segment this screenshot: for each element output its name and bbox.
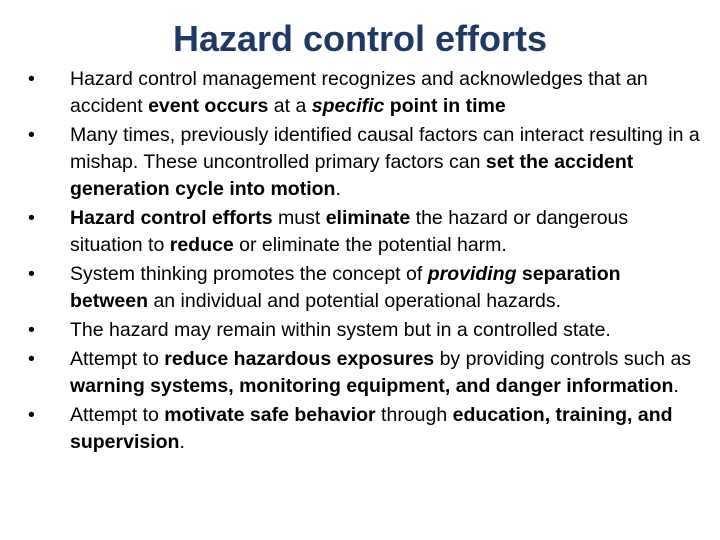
bullet-text-run: must bbox=[272, 207, 326, 229]
bullet-text-run: Hazard control efforts bbox=[70, 207, 273, 229]
bullet-text-run: Attempt to bbox=[70, 348, 165, 370]
bullet-item bbox=[28, 122, 700, 203]
bullet-text-run: education, training, and supervision bbox=[70, 404, 673, 453]
bullet-item bbox=[28, 346, 700, 400]
bullet-text-run: System thinking promotes the concept of bbox=[70, 263, 428, 285]
bullet-text-run: . bbox=[673, 375, 679, 397]
slide-title: Hazard control efforts bbox=[172, 18, 548, 59]
bullet-text-run: reduce bbox=[169, 234, 234, 256]
bullet-list bbox=[28, 66, 700, 458]
bullet-text-run: . bbox=[335, 178, 341, 200]
bullet-text-run: reduce hazardous exposures bbox=[164, 348, 435, 370]
bullet-text-run: eliminate bbox=[325, 207, 411, 229]
bullet-text-run: by providing controls such as bbox=[434, 348, 692, 370]
bullet-text-run: motivate safe behavior bbox=[164, 404, 376, 426]
bullet-text-run: Many times, previously identified causal factors can interact resulting in a mishap. These uncontrolled primary factors can bbox=[70, 124, 700, 173]
bullet-text-run: an individual and potential operational hazards. bbox=[148, 290, 562, 312]
bullet-text-run: point in time bbox=[384, 95, 506, 117]
bullet-item bbox=[28, 205, 700, 259]
bullet-text-run: The hazard may remain within system but in a controlled state. bbox=[70, 319, 611, 341]
bullet-text-run: providing bbox=[427, 263, 517, 285]
bullet-item bbox=[28, 317, 700, 344]
bullet-text-run: through bbox=[375, 404, 453, 426]
bullet-text-run: Attempt to bbox=[70, 404, 165, 426]
bullet-text-run: the hazard or dangerous situation to bbox=[70, 207, 629, 256]
bullet-text-run: separation between bbox=[70, 263, 621, 312]
bullet-text-run: set the accident generation cycle into motion bbox=[70, 151, 634, 200]
bullet-text-run: specific bbox=[311, 95, 385, 117]
bullet-item bbox=[28, 261, 700, 315]
bullet-text-run: or eliminate the potential harm. bbox=[233, 234, 507, 256]
bullet-text-run: event occurs bbox=[148, 95, 269, 117]
bullet-text-run: Hazard control management recognizes and acknowledges that an accident bbox=[70, 68, 648, 117]
bullet-item bbox=[28, 66, 700, 120]
bullet-text-run: warning systems, monitoring equipment, and danger information bbox=[70, 375, 674, 397]
bullet-text-run: . bbox=[179, 431, 185, 453]
bullet-item bbox=[28, 402, 700, 456]
bullet-text-run: at a bbox=[268, 95, 312, 117]
